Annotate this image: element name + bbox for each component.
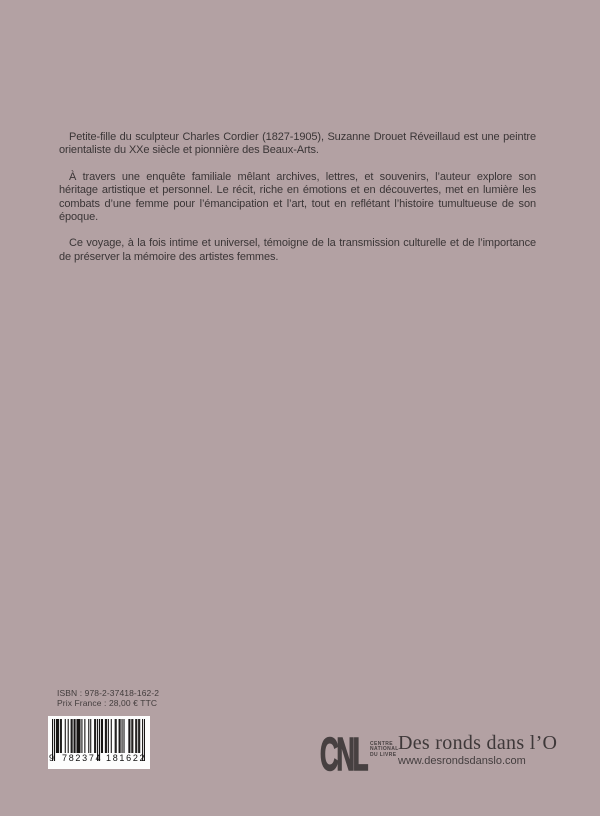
barcode-digit-left: 9 [49,753,55,763]
synopsis-paragraph-3: Ce voyage, à la fois intime et universel, témoigne de la transmission culturelle et de l’importance de préserver la mémoire des artistes femmes. [59,237,536,263]
isbn-price-block [57,689,159,708]
barcode-digits [51,753,147,765]
synopsis-text [59,131,536,277]
isbn-label: ISBN : 978-2-37418-162-2 [57,688,160,698]
synopsis-paragraph-1: Petite-fille du sculpteur Charles Cordier (1827-1905), Suzanne Drouet Réveillaud est une peintre orientaliste du XXe siècle et pionnière des Beaux-Arts. [59,131,536,157]
barcode-digit-group1: 782374 [62,753,103,763]
price-label: Prix France : 28,00 € TTC [57,697,158,708]
barcode-digit-group2: 181622 [106,753,147,763]
cnl-logo-acronym: CNL [320,728,367,780]
publisher-logo [398,732,557,767]
publisher-website: www.desrondsdanslo.com [398,755,526,767]
cnl-logo-caption: CENTRE NATIONAL DU LIVRE [370,741,399,758]
cnl-logo [320,728,399,780]
synopsis-paragraph-2: À travers une enquête familiale mêlant archives, lettres, et souvenirs, l’auteur explore son héritage artistique et personnel. Le récit, riche en émotions et en découvertes, met en lumière les combats d’une femme pour l’émancipation et l’art, tout en reflétant l’histoire tumultueuse de son époque. [59,170,536,224]
ean13-barcode [48,716,150,769]
publisher-name: Des ronds dans l’O [398,732,558,754]
